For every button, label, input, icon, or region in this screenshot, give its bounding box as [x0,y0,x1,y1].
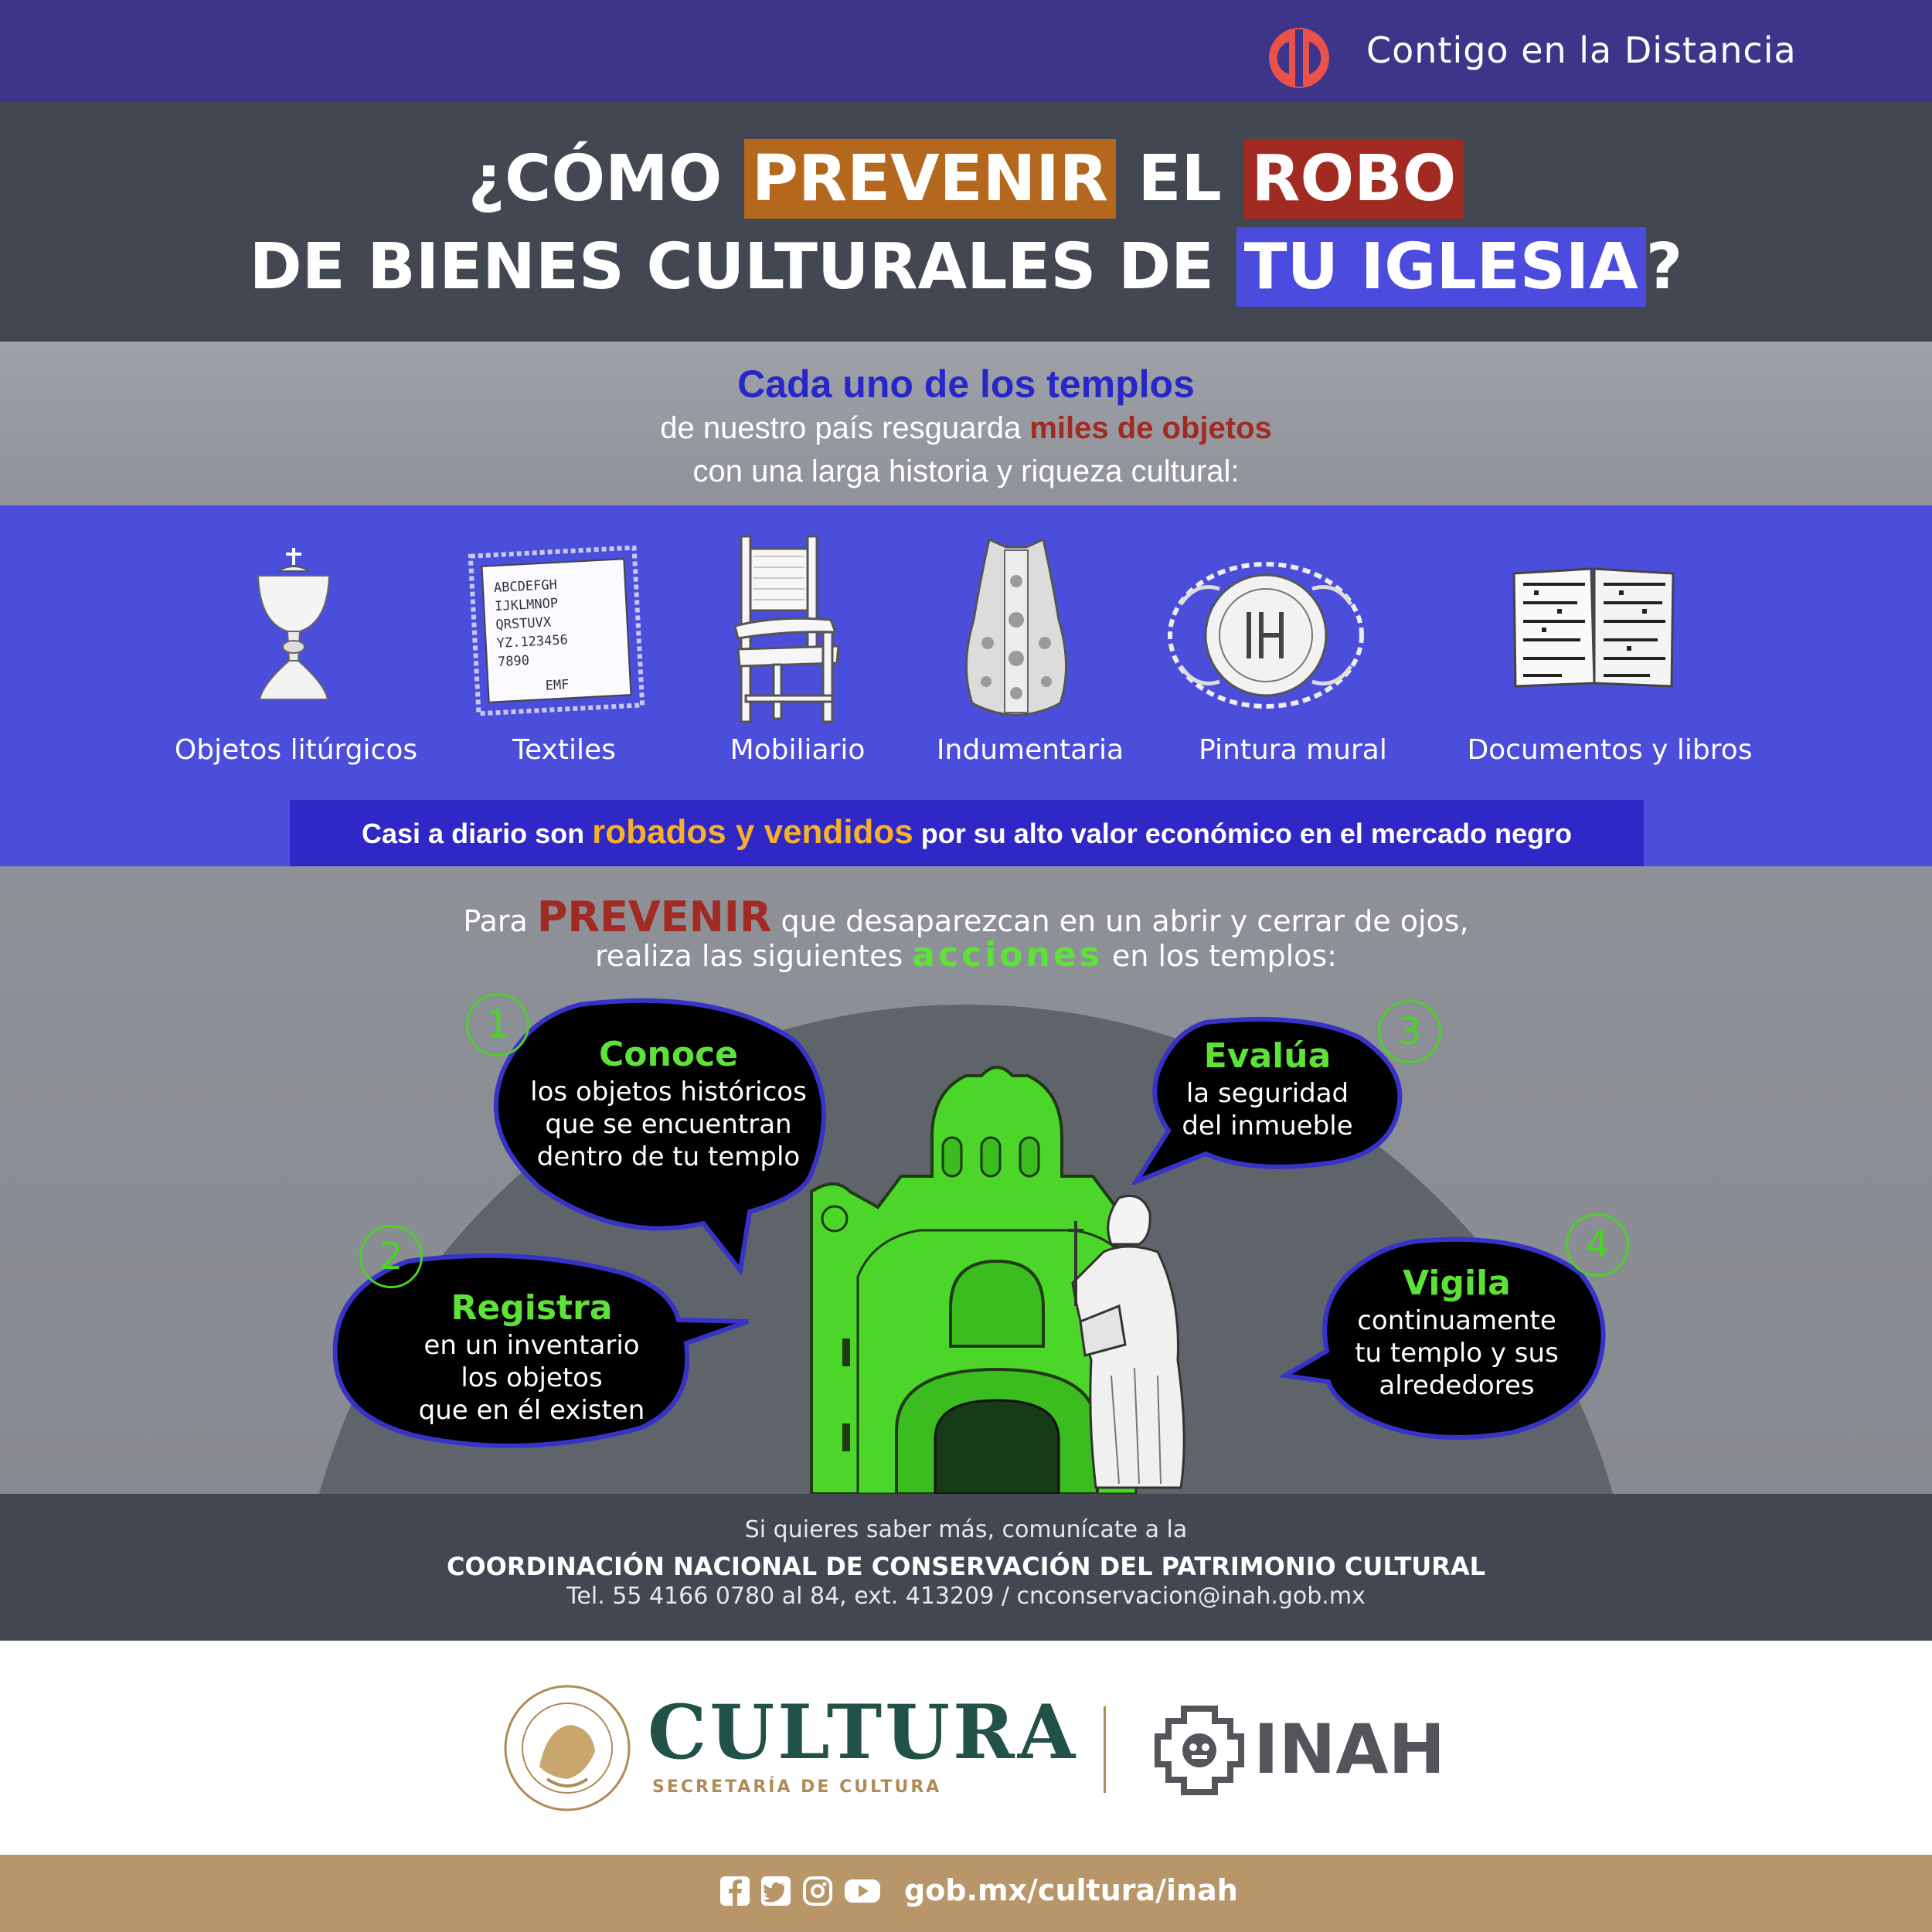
title-highlight-iglesia: TU IGLESIA [1236,227,1646,307]
intro-heading: Cada uno de los templos [737,362,1195,406]
secretaria-wordmark: SECRETARÍA DE CULTURA [652,1777,942,1797]
bubble-registra-text: Registra en un inventario los objetos que en él existen [418,1288,645,1426]
svg-text:IJKLMNOP: IJKLMNOP [494,595,559,615]
contact-intro: Si quieres saber más, comunícate a la [744,1516,1188,1543]
logo-divider [1104,1706,1106,1793]
instagram-icon[interactable] [803,1876,832,1906]
facebook-icon[interactable] [720,1876,750,1906]
svg-text:ABCDEFGH: ABCDEFGH [493,577,558,597]
svg-text:YZ.123456: YZ.123456 [496,632,569,652]
object-label-pintura: Pintura mural [1199,734,1387,766]
contact-details: Tel. 55 4166 0780 al 84, ext. 413209 / cnconservacion@inah.gob.mx [566,1583,1366,1610]
website-link[interactable]: gob.mx/cultura/inah [904,1873,1238,1907]
youtube-icon[interactable] [845,1876,880,1906]
sampler-textile-icon [468,546,645,716]
svg-text:EMF: EMF [545,677,570,694]
object-label-documentos: Documentos y libros [1467,734,1753,766]
inah-wordmark: INAH [1253,1709,1446,1789]
prevention-line-1: Para PREVENIR que desaparezcan en un abrir y cerrar de ojos, [463,893,1469,941]
chair-icon [730,533,846,728]
chalice-icon [247,545,340,707]
twitter-icon[interactable] [761,1876,791,1906]
contigo-logo-icon [1266,25,1340,91]
intro-line-2: de nuestro país resguarda miles de objetos [660,411,1272,445]
warning-text: Casi a diario son robados y vendidos por su alto valor económico en el mercado negro [362,813,1572,851]
open-book-icon [1511,566,1678,689]
title-line-2: DE BIENES CULTURALES DE TU IGLESIA ? [0,230,1932,304]
object-label-textiles: Textiles [512,734,616,766]
object-label-liturgicos: Objetos litúrgicos [174,734,418,766]
inah-emblem-icon [1153,1704,1246,1797]
bubble-evalua-text: Evalúa la seguridad del inmueble [1182,1036,1353,1141]
intro-line-3: con una larga historia y riqueza cultural: [692,454,1240,488]
step-number-2: 2 [359,1225,423,1288]
bubble-conoce-text: Conoce los objetos históricos que se encuentran dentro de tu templo [530,1035,807,1172]
prevention-line-2: realiza las siguientes acciones en los templos: [594,935,1337,975]
title-line-1: ¿CÓMO PREVENIR EL ROBO [0,142,1932,216]
saint-figure-icon [1065,1190,1196,1495]
step-number-4: 4 [1566,1213,1629,1277]
mexico-seal-icon [501,1682,634,1815]
step-number-1: 1 [466,993,529,1056]
svg-text:7890: 7890 [497,652,530,671]
contact-organization: COORDINACIÓN NACIONAL DE CONSERVACIÓN DEL PATRIMONIO CULTURAL [446,1552,1486,1581]
object-label-indumentaria: Indumentaria [936,734,1124,766]
step-number-3: 3 [1378,1000,1441,1063]
chasuble-icon [958,535,1074,728]
bubble-vigila-text: Vigila continuamente tu templo y sus alrededores [1355,1264,1559,1401]
title-highlight-robo: ROBO [1243,139,1464,219]
object-label-mobiliario: Mobiliario [730,734,866,766]
brand-text: Contigo en la Distancia [1366,29,1797,71]
mural-medallion-icon [1165,558,1366,713]
cultura-wordmark: CULTURA [648,1689,1079,1776]
svg-text:QRSTUVX: QRSTUVX [495,614,552,634]
title-highlight-prevenir: PREVENIR [744,139,1116,219]
